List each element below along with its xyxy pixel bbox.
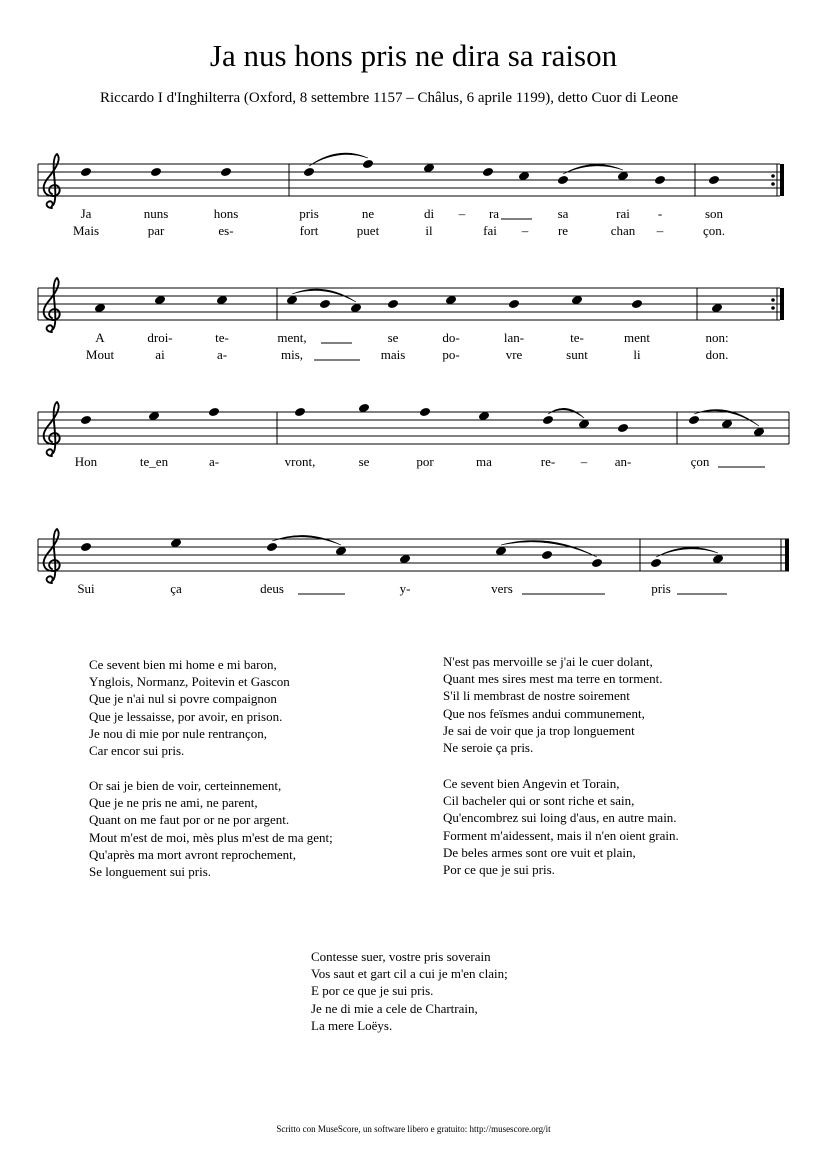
- lyric-syllable: Sui: [77, 581, 95, 596]
- note: [362, 159, 374, 170]
- lyric-syllable: ne: [361, 206, 375, 221]
- note: [419, 407, 431, 418]
- note: [708, 175, 720, 186]
- lyric-syllable: es-: [218, 223, 234, 238]
- lyric-syllable: rai: [616, 206, 630, 221]
- lyric-syllable: pris: [299, 206, 319, 221]
- lyric-syllable: par: [147, 223, 165, 238]
- lyric-syllable: son: [704, 206, 724, 221]
- slur: [563, 164, 623, 174]
- lyric-syllable: sa: [557, 206, 569, 221]
- lyric-syllable: fai: [483, 223, 497, 238]
- lyric-syllable: -: [657, 206, 663, 221]
- final-barline: [780, 164, 784, 196]
- lyric-syllable: te_en: [139, 454, 169, 469]
- repeat-dot: [771, 306, 775, 310]
- lyric-syllable: Mout: [85, 347, 115, 362]
- lyric-syllable: di: [423, 206, 435, 221]
- note: [542, 415, 554, 426]
- lyric-syllable: ça: [170, 581, 182, 596]
- treble-clef-icon: [44, 278, 60, 332]
- note: [294, 407, 306, 418]
- lyric-syllable: ment: [624, 330, 650, 345]
- slur: [548, 408, 584, 418]
- lyric-syllable: Ja: [80, 206, 92, 221]
- lyric-syllable: çon: [690, 454, 710, 469]
- treble-clef-icon: [44, 529, 60, 583]
- lyric-syllable: ra: [488, 206, 500, 221]
- slur: [656, 547, 718, 557]
- lyric-syllable: te-: [570, 330, 584, 345]
- lyric-syllable: re: [557, 223, 569, 238]
- note: [508, 299, 520, 310]
- note: [387, 299, 399, 310]
- repeat-dot: [771, 174, 775, 178]
- lyric-syllable: y-: [399, 581, 411, 596]
- note: [557, 175, 569, 186]
- lyric-syllable: ai: [155, 347, 165, 362]
- lyric-syllable: se: [358, 454, 370, 469]
- lyric-syllable: –: [656, 223, 664, 238]
- composer-credit: Riccardo I d'Inghilterra (Oxford, 8 settembre 1157 – Châlus, 6 aprile 1199), detto Cuor di Leone: [100, 90, 679, 106]
- repeat-dot: [771, 182, 775, 186]
- note: [266, 542, 278, 553]
- note: [631, 299, 643, 310]
- note: [80, 415, 92, 426]
- lyric-syllable: droi-: [147, 330, 173, 345]
- slur: [292, 289, 356, 302]
- lyric-syllable: Hon: [74, 454, 98, 469]
- staff-system-3: [0, 378, 827, 488]
- lyric-syllable: chan: [610, 223, 636, 238]
- lyric-syllable: pris: [651, 581, 671, 596]
- staff-system-1: [0, 130, 827, 260]
- lyric-syllable: –: [521, 223, 529, 238]
- note: [220, 167, 232, 178]
- lyric-syllable: vers: [491, 581, 513, 596]
- note: [654, 175, 666, 186]
- score-title: Ja nus hons pris ne dira sa raison: [209, 38, 618, 73]
- final-barline: [785, 539, 789, 571]
- note: [150, 167, 162, 178]
- slur: [272, 535, 341, 545]
- note: [482, 167, 494, 178]
- lyric-syllable: –: [580, 454, 588, 469]
- envoi-stanza: Contesse suer, vostre pris soverain Vos saut et gart cil a cui je m'en clain; E por ce que je sui pris. Je ne di mie a cele de Chartrain, La mere Loëys.: [311, 949, 508, 1033]
- footer-credit: Scritto con MuseScore, un software libero e gratuito: http://musescore.org/it: [276, 1124, 551, 1134]
- lyric-syllable: a-: [208, 454, 220, 469]
- staff-system-4: [0, 505, 827, 615]
- lyric-syllable: nuns: [143, 206, 169, 221]
- lyric-syllable: –: [458, 206, 466, 221]
- note: [208, 407, 220, 418]
- lyric-syllable: don.: [705, 347, 729, 362]
- stanza-4: Or sai je bien de voir, certeinnement, Que je ne pris ne ami, ne parent, Quant on me faut por or ne por argent. Mout m'est de moi, mès plus m'est de ma gent; Qu'après ma mort avront reprochement, Se longuement sui pris.: [89, 778, 333, 880]
- treble-clef-icon: [44, 402, 60, 456]
- lyric-syllable: te-: [215, 330, 229, 345]
- lyric-syllable: ma: [476, 454, 492, 469]
- note: [617, 423, 629, 434]
- lyric-syllable: lan-: [503, 330, 525, 345]
- lyric-syllable: por: [416, 454, 434, 469]
- lyric-syllable: vre: [505, 347, 523, 362]
- lyric-syllable: A: [95, 330, 105, 345]
- lyric-syllable: do-: [442, 330, 460, 345]
- note: [319, 299, 331, 310]
- lyric-syllable: çon.: [702, 223, 726, 238]
- repeat-dot: [771, 298, 775, 302]
- lyric-syllable: ment,: [277, 330, 307, 345]
- lyric-syllable: fort: [299, 223, 319, 238]
- lyric-syllable: a-: [216, 347, 228, 362]
- note: [688, 415, 700, 426]
- lyric-syllable: deus: [260, 581, 284, 596]
- lyric-syllable: puet: [356, 223, 380, 238]
- lyric-syllable: se: [387, 330, 399, 345]
- lyric-syllable: vront,: [284, 454, 316, 469]
- lyric-syllable: an-: [614, 454, 632, 469]
- lyric-syllable: mis,: [280, 347, 304, 362]
- lyric-syllable: li: [633, 347, 641, 362]
- note: [303, 167, 315, 178]
- lyric-syllable: Mais: [73, 223, 99, 238]
- lyric-syllable: sunt: [566, 347, 588, 362]
- final-barline: [780, 288, 784, 320]
- note: [650, 558, 662, 569]
- lyric-syllable: hons: [213, 206, 239, 221]
- lyric-syllable: re-: [540, 454, 556, 469]
- note: [591, 558, 603, 569]
- note: [80, 167, 92, 178]
- lyric-syllable: mais: [380, 347, 406, 362]
- lyric-syllable: po-: [442, 347, 460, 362]
- stanza-3: N'est pas mervoille se j'ai le cuer dolant, Quant mes sires mest ma terre en torment. S'il li membrast de nostre soirement Que nos feïsmes andui communement, Je sai de voir que ja trop longuement Ne seroie ça pris.: [443, 654, 663, 756]
- treble-clef-icon: [44, 154, 60, 208]
- note: [80, 542, 92, 553]
- lyric-syllable: non:: [705, 330, 729, 345]
- note: [541, 550, 553, 561]
- stanza-2: Ce sevent bien mi home e mi baron, Ynglois, Normanz, Poitevin et Gascon Que je n'ai nul si povre compaignon Que je lessaisse, por avoir, en prison. Je nou di mie por nule rentrançon, Car encor sui pris.: [89, 657, 290, 759]
- stanza-5: Ce sevent bien Angevin et Torain, Cil bacheler qui or sont riche et sain, Qu'encombrez sui loing d'aus, en autre main. Forment m'aidessent, mais il n'en oient grain. De beles armes sont ore vuit et plain, Por ce que je sui pris.: [443, 776, 679, 878]
- staff-system-2: [0, 254, 827, 384]
- lyric-syllable: il: [425, 223, 433, 238]
